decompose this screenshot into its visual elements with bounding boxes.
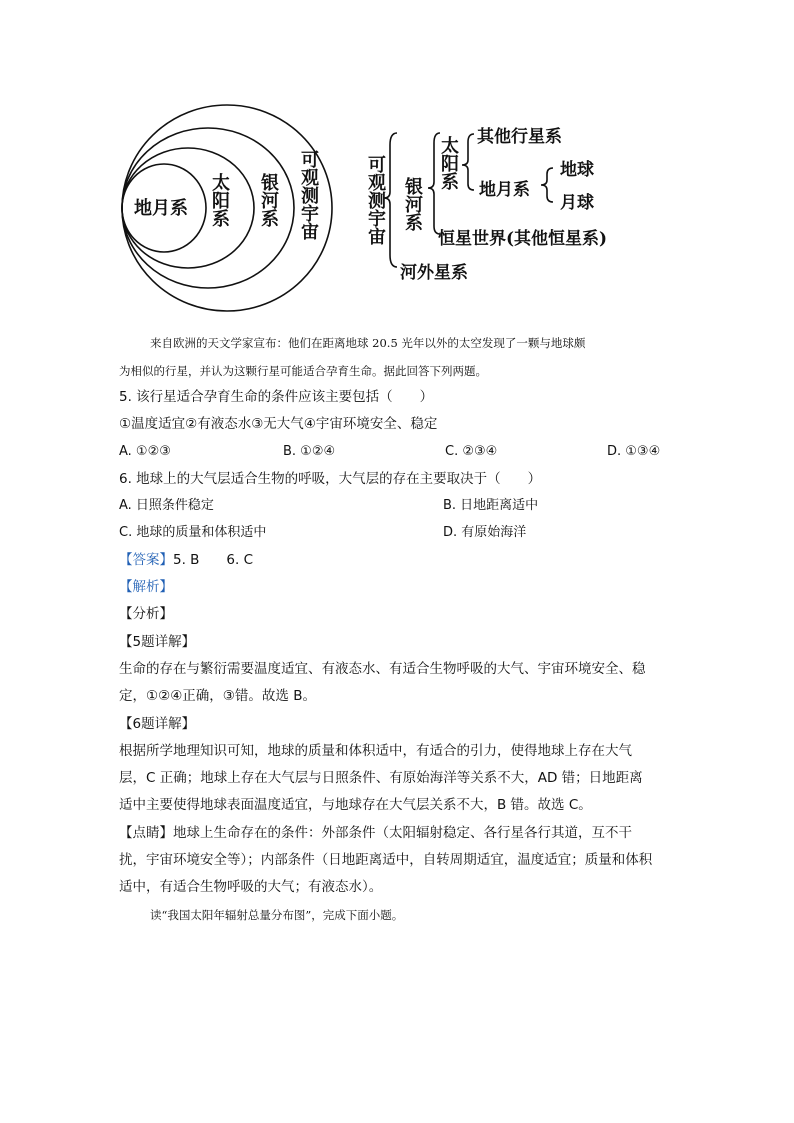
q6-option-d: D. 有原始海洋 xyxy=(443,525,527,540)
answer-text: 5. B 6. C xyxy=(173,552,254,568)
tree-stellar-world: 恒星世界(其他恒星系) xyxy=(438,229,608,249)
dianjing-line-2: 扰，宇宙环境安全等）；内部条件（日地距离适中，自转周期适宜，温度适宜；质量和体积 xyxy=(119,852,653,868)
tree-galaxy: 银河系 xyxy=(402,177,423,231)
q6-option-b: B. 日地距离适中 xyxy=(443,498,539,513)
intro-line-2: 为相似的行星，并认为这颗行星可能适合孕育生命。据此回答下列两题。 xyxy=(119,364,487,378)
answer-tag: 【答案】 xyxy=(119,552,173,568)
q6-detail-line-3: 适中主要使得地球表面温度适宜，与地球存在大气层关系不大，B 错。故选 C。 xyxy=(119,797,592,813)
universe-hierarchy-figure xyxy=(110,100,610,315)
dianjing-line-1 xyxy=(119,824,632,842)
q5-option-d: D. ①③④ xyxy=(607,444,661,459)
q5-detail-tag: 【5题详解】 xyxy=(119,634,196,650)
tree-extragalactic: 河外星系 xyxy=(400,263,468,283)
q6-option-c: C. 地球的质量和体积适中 xyxy=(119,525,267,540)
q5-option-a: A. ①②③ xyxy=(119,444,171,459)
analysis-tag: 【解析】 xyxy=(119,579,173,595)
q6-stem: 6. 地球上的大气层适合生物的呼吸，大气层的存在主要取决于（ ） xyxy=(119,471,542,487)
intro-line-1: 来自欧洲的天文学家宣布：他们在距离地球 20.5 光年以外的太空发现了一颗与地球颇 xyxy=(150,336,586,350)
dianjing-tag: 【点睛】 xyxy=(119,825,173,841)
q5-detail-line-1: 生命的存在与繁衍需要温度适宜、有液态水、有适合生物呼吸的大气、宇宙环境安全、稳 xyxy=(119,661,646,677)
tree-earth-moon: 地月系 xyxy=(479,180,530,200)
q5-option-c: C. ②③④ xyxy=(445,444,498,459)
label-solar-system: 太阳系 xyxy=(209,173,230,227)
q6-detail-line-2: 层，C 正确；地球上存在大气层与日照条件、有原始海洋等关系不大，AD 错；日地距离 xyxy=(119,770,643,786)
q5-detail-line-2: 定，①②④正确，③错。故选 B。 xyxy=(119,688,316,704)
fenxi-tag: 【分析】 xyxy=(119,606,173,622)
outro-line: 读“我国太阳年辐射总量分布图”，完成下面小题。 xyxy=(150,908,404,922)
tree-moon: 月球 xyxy=(560,193,594,213)
tree-other-planets: 其他行星系 xyxy=(477,127,562,147)
label-observable-universe: 可观测宇宙 xyxy=(298,150,319,240)
dianjing-text-1: 地球上生命存在的条件：外部条件（太阳辐射稳定、各行星各行其道，互不干 xyxy=(173,825,632,841)
dianjing-line-3: 适中，有适合生物呼吸的大气；有液态水）。 xyxy=(119,879,383,895)
brace-solar xyxy=(462,134,474,190)
q6-option-a: A. 日照条件稳定 xyxy=(119,498,214,513)
q5-items: ①温度适宜②有液态水③无大气④宇宙环境安全、稳定 xyxy=(119,416,438,432)
label-earth-moon-system: 地月系 xyxy=(134,198,188,219)
tree-earth: 地球 xyxy=(560,160,594,180)
tree-solar: 太阳系 xyxy=(438,136,459,190)
q6-detail-tag: 【6题详解】 xyxy=(119,716,196,732)
tree-root-universe: 可观测宇宙 xyxy=(365,155,386,245)
brace-earth-moon xyxy=(541,168,553,202)
q6-detail-line-1: 根据所学地理知识可知，地球的质量和体积适中，有适合的引力，使得地球上存在大气 xyxy=(119,743,632,759)
q5-option-b: B. ①②④ xyxy=(283,444,336,459)
answer-line xyxy=(119,551,253,569)
q5-stem: 5. 该行星适合孕育生命的条件应该主要包括（ ） xyxy=(119,389,434,405)
label-galaxy: 银河系 xyxy=(258,173,279,227)
